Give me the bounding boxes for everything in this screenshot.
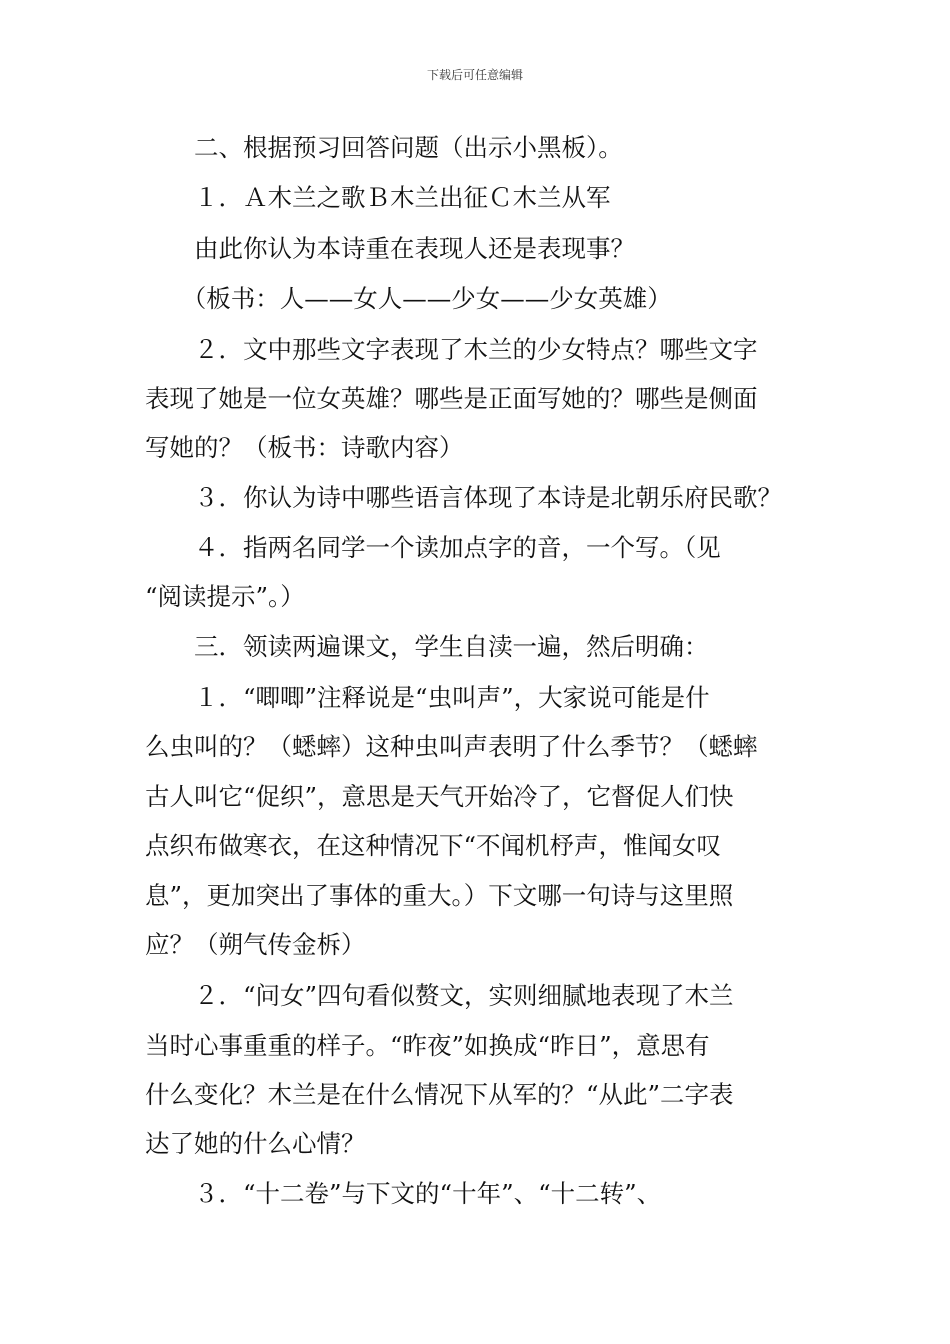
text-line: ２．文中那些文字表现了木兰的少女特点？哪些文字 [145, 335, 758, 364]
text-line: １．“唧唧”注释说是“虫叫声”，大家说可能是什 [145, 683, 710, 712]
text-line: 由此你认为本诗重在表现人还是表现事？ [145, 234, 635, 263]
text-line: 达了她的什么心情？ [145, 1129, 366, 1158]
text-line: 什么变化？木兰是在什么情况下从军的？“从此”二字表 [145, 1080, 734, 1109]
text-line: 点织布做寒衣，在这种情况下“不闻机杼声，惟闻女叹 [145, 831, 722, 860]
text-line: 二、根据预习回答问题（出示小黑板）。 [145, 133, 623, 162]
text-line: 应？（朔气传金柝） [145, 930, 366, 959]
text-line: 么虫叫的？（蟋蟀）这种虫叫声表明了什么季节？（蟋蟀 [145, 732, 758, 761]
text-line: 古人叫它“促织”，意思是天气开始冷了，它督促人们快 [145, 782, 734, 811]
text-line: 三．领读两遍课文，学生自渎一遍，然后明确： [145, 632, 709, 661]
text-line: 表现了她是一位女英雄？哪些是正面写她的？哪些是侧面 [145, 384, 758, 413]
text-line: ３．你认为诗中哪些语言体现了本诗是北朝乐府民歌？ [145, 483, 782, 512]
text-line: ４．指两名同学一个读加点字的音，一个写。（见 [145, 533, 721, 562]
text-line: “阅读提示”。） [145, 582, 305, 611]
text-line: ２．“问女”四句看似赘文，实则细腻地表现了木兰 [145, 981, 734, 1010]
text-line: 息”，更加突出了事体的重大。）下文哪一句诗与这里照 [145, 881, 734, 910]
page-header-note: 下载后可任意编辑 [426, 68, 523, 82]
text-line: 写她的？（板书：诗歌内容） [145, 433, 464, 462]
text-line: 当时心事重重的样子。“昨夜”如换成“昨日”，意思有 [145, 1031, 710, 1060]
text-line: １．Ａ木兰之歌Ｂ木兰出征Ｃ木兰从军 [145, 183, 611, 212]
text-line: （板书：人——女人——少女——少女英雄） [145, 284, 672, 313]
text-line: ３．“十二卷”与下文的“十年”、“十二转”、 [145, 1179, 662, 1208]
